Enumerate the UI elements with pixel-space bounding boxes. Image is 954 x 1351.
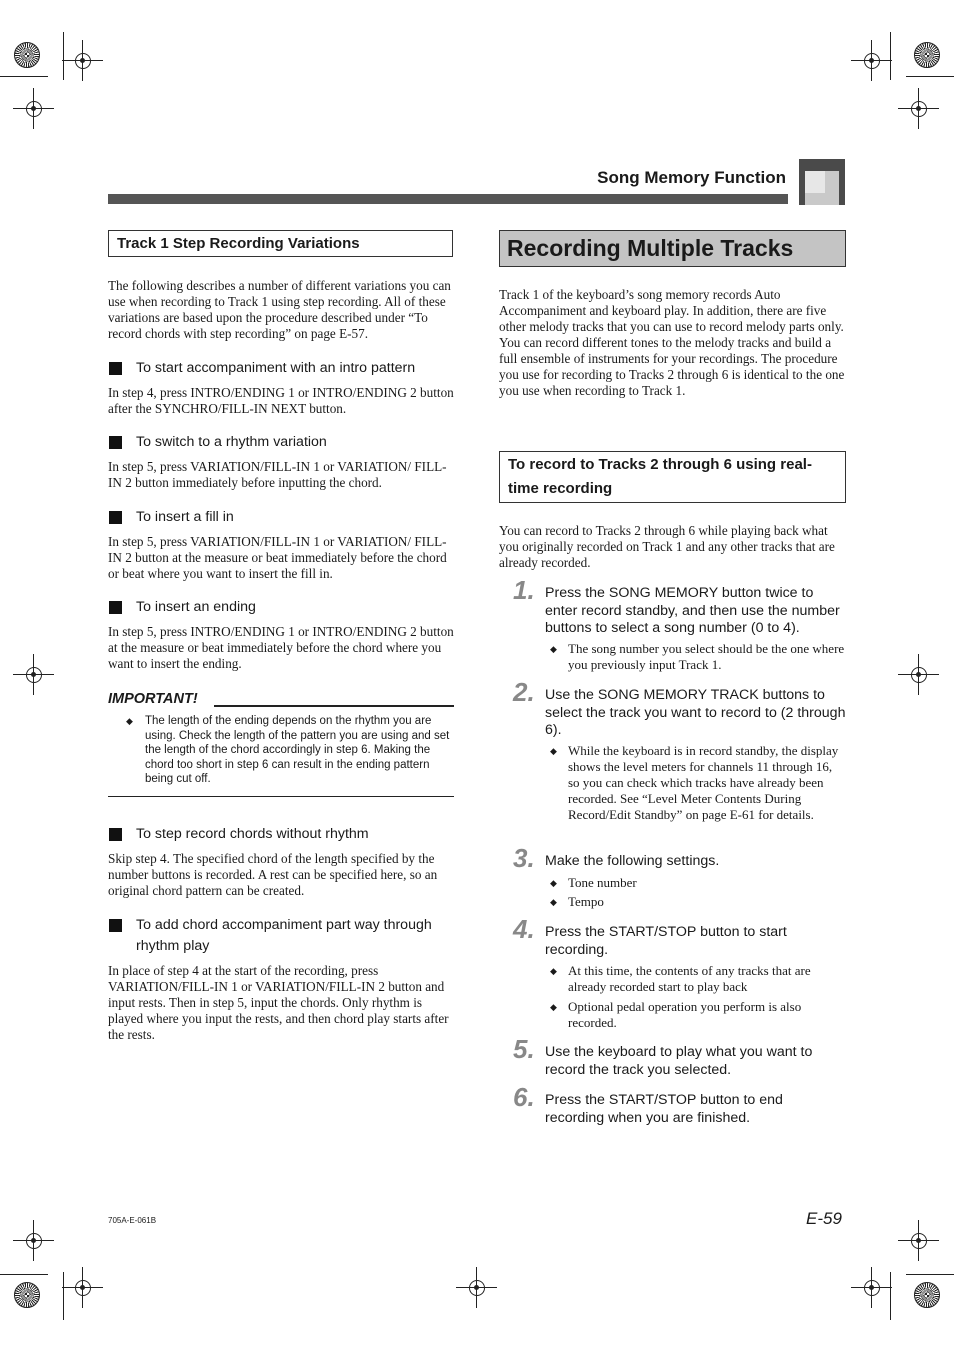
section-tab-highlight — [805, 171, 825, 193]
step-bullet — [550, 743, 844, 823]
diamond-bullet-icon: ◆ — [550, 1002, 557, 1012]
registration-sunburst-icon — [914, 42, 940, 68]
section-body: Skip step 4. The specified chord of the length specified by the number buttons is recorded. A rest can be specified here, so an original chord pattern can be created. — [108, 851, 438, 898]
crop-mark — [63, 32, 64, 80]
step-bullet — [550, 999, 846, 1031]
step-text: Make the following settings. — [545, 853, 720, 869]
right-intro: Track 1 of the keyboard’s song memory records Auto Accompaniment and keyboard play. In addition, there are five other melody tracks that you can use to record melody parts only. You can record different tones to the melody tracks and build a full ensemble of instruments for your recordings. The procedure you use for recording to Tracks 2 through 6 is identical to the one you use when recording to Track 1. — [499, 287, 845, 398]
header-rule — [108, 194, 788, 204]
step-text: Press the START/STOP button to end recording when you are finished. — [545, 1092, 783, 1126]
page-number: E-59 — [806, 1209, 842, 1228]
step-bullet — [550, 963, 846, 995]
diamond-bullet-icon: ◆ — [550, 746, 557, 756]
crosshair-mark-icon — [26, 1233, 42, 1249]
crosshair-mark-icon — [26, 667, 42, 683]
step-text: Use the SONG MEMORY TRACK buttons to select the track you want to record to (2 through 6). — [545, 687, 846, 738]
step-text: Press the SONG MEMORY button twice to enter record standby, and then use the number buttons to select a song number (0 to 4). — [545, 585, 840, 636]
crosshair-mark-icon — [864, 53, 880, 69]
subheading-text: To step record chords without rhythm — [136, 826, 369, 842]
square-bullet-icon — [109, 511, 122, 524]
subheading-without-rhythm — [108, 824, 482, 844]
subheading-fill-in — [108, 507, 482, 527]
step-bullet — [550, 875, 846, 891]
registration-sunburst-icon — [14, 1282, 40, 1308]
subheading-rhythm-variation — [108, 432, 482, 452]
step-bullet-text: Optional pedal operation you perform is also recorded. — [568, 999, 802, 1030]
section-body: In step 5, press VARIATION/FILL-IN 1 or VARIATION/ FILL-IN 2 button immediately before inputting the chord. — [108, 459, 447, 490]
crop-mark — [890, 1272, 891, 1320]
main-title: Recording Multiple Tracks — [499, 230, 846, 267]
subheading-intro-pattern — [108, 358, 482, 378]
square-bullet-icon — [109, 828, 122, 841]
diamond-bullet-icon: ◆ — [550, 878, 557, 888]
step-number: 1. — [513, 575, 535, 605]
document-code: 705A-E-061B — [108, 1216, 157, 1225]
registration-sunburst-icon — [914, 1282, 940, 1308]
section-body: In place of step 4 at the start of the recording, press VARIATION/FILL-IN 1 or VARIATION/FILL-IN 2 button and input rests. Then in step 5, input the chords. Only rhythm is played where you input the rests, and then chord play starts after the rests. — [108, 963, 449, 1042]
diamond-bullet-icon: ◆ — [550, 897, 557, 907]
diamond-bullet-icon: ◆ — [126, 716, 133, 726]
step-text: Use the keyboard to play what you want to record the track you selected. — [545, 1044, 813, 1078]
crosshair-mark-icon — [469, 1280, 485, 1296]
crop-mark — [890, 32, 891, 80]
left-section-title: Track 1 Step Recording Variations — [108, 230, 453, 257]
left-intro: The following describes a number of different variations you can use when recording to Track 1 using step recording. All of these variations are based upon the procedure described under “To record chords with step recording” on page E-57. — [108, 278, 451, 341]
step-number: 2. — [513, 677, 535, 707]
crop-mark — [0, 76, 48, 77]
crosshair-mark-icon — [75, 53, 91, 69]
subheading-text: To insert an ending — [136, 599, 256, 615]
step-bullet-text: The song number you select should be the one where you previously input Track 1. — [568, 641, 845, 672]
square-bullet-icon — [109, 601, 122, 614]
crosshair-mark-icon — [75, 1280, 91, 1296]
subheading-text: To insert a fill in — [136, 509, 234, 525]
step-number: 3. — [513, 843, 535, 873]
crop-mark — [906, 1274, 954, 1275]
step-bullet-text: Tone number — [568, 875, 637, 890]
crosshair-mark-icon — [864, 1280, 880, 1296]
crosshair-mark-icon — [911, 667, 927, 683]
crop-mark — [63, 1272, 64, 1320]
step-bullet — [550, 894, 846, 910]
crop-mark — [906, 76, 954, 77]
procedure-lead: You can record to Tracks 2 through 6 while playing back what you originally recorded on Track 1 and any other tracks that are already recorded. — [499, 523, 835, 570]
step-bullet — [550, 641, 846, 673]
important-bottom-rule — [108, 796, 454, 797]
running-header-title: Song Memory Function — [597, 168, 786, 187]
procedure-title: To record to Tracks 2 through 6 using real-time recording — [499, 451, 846, 503]
diamond-bullet-icon: ◆ — [550, 966, 557, 976]
step-bullet-text: At this time, the contents of any tracks that are already recorded start to play back — [568, 963, 811, 994]
crop-mark — [0, 1274, 48, 1275]
crosshair-mark-icon — [26, 101, 42, 117]
step-number: 5. — [513, 1034, 535, 1064]
crosshair-mark-icon — [911, 101, 927, 117]
section-body: In step 5, press INTRO/ENDING 1 or INTRO/ENDING 2 button at the measure or beat immediately before the chord where you want to insert the ending. — [108, 624, 454, 671]
step-bullet-text: While the keyboard is in record standby, the display shows the level meters for channels 11 through 16, so you can check which tracks have already been recorded. See “Level Meter Contents During Record/Edit Standby” on page E-61 for details. — [568, 743, 839, 822]
section-tab — [799, 159, 845, 205]
important-note — [126, 714, 455, 787]
square-bullet-icon — [109, 362, 122, 375]
step-bullet-text: Tempo — [568, 894, 604, 909]
diamond-bullet-icon: ◆ — [550, 644, 557, 654]
important-title: IMPORTANT! — [108, 691, 198, 707]
subheading-text: To start accompaniment with an intro pattern — [136, 360, 416, 376]
section-body: In step 5, press VARIATION/FILL-IN 1 or VARIATION/ FILL-IN 2 button at the measure or beat immediately before the chord or beat where you want to insert the fill in. — [108, 534, 447, 581]
square-bullet-icon — [109, 436, 122, 449]
subheading-text: To switch to a rhythm variation — [136, 434, 327, 450]
step-number: 4. — [513, 914, 535, 944]
subheading-part-way — [108, 915, 466, 957]
registration-sunburst-icon — [14, 42, 40, 68]
step-text: Press the START/STOP button to start recording. — [545, 924, 787, 958]
step-number: 6. — [513, 1082, 535, 1112]
subheading-text: To add chord accompaniment part way through rhythm play — [136, 917, 432, 954]
important-text: The length of the ending depends on the rhythm you are using. Check the length of the pattern you are using and set the length of the chord accordingly in step 6. Making the chord too short in step 6 can result in the ending pattern being cut off. — [145, 715, 450, 786]
subheading-ending — [108, 597, 482, 617]
crosshair-mark-icon — [911, 1233, 927, 1249]
square-bullet-icon — [109, 919, 122, 932]
important-rule — [214, 705, 454, 707]
section-body: In step 4, press INTRO/ENDING 1 or INTRO/ENDING 2 button after the SYNCHRO/FILL-IN NEXT button. — [108, 385, 454, 416]
